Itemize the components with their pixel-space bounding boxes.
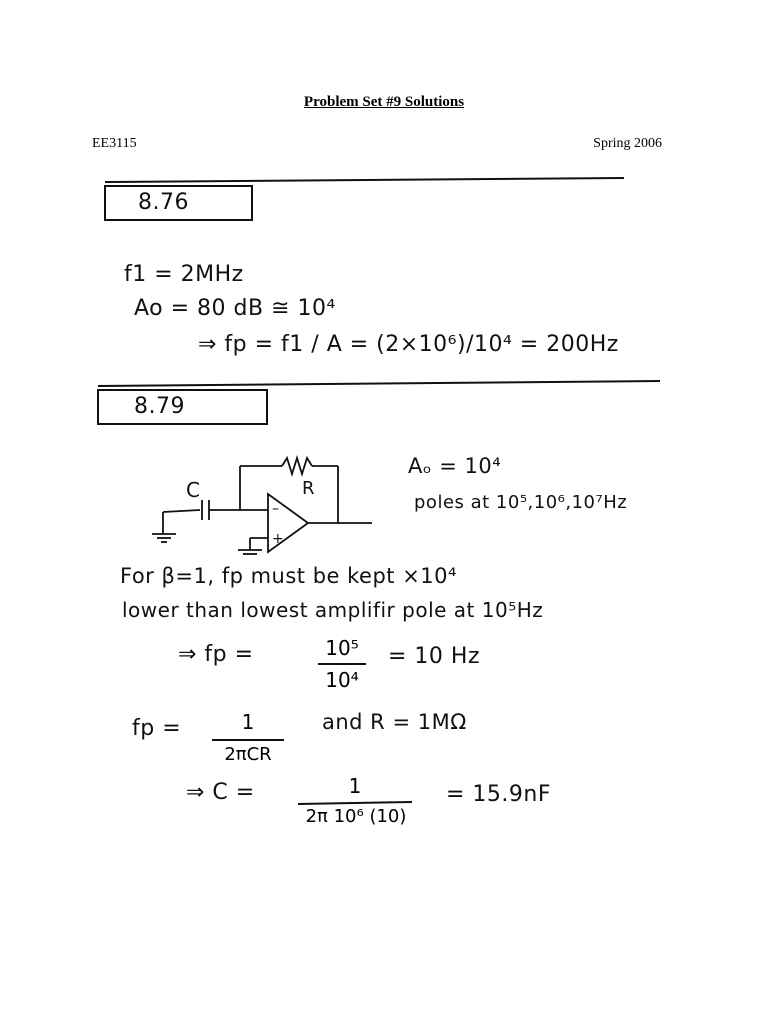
course-code: EE3115 — [92, 136, 137, 151]
fp-result: = 10 Hz — [388, 644, 481, 669]
term: Spring 2006 — [593, 136, 662, 151]
c-denominator: 2π 10⁶ (10) — [305, 806, 407, 827]
c-numerator: 1 — [348, 774, 362, 798]
fp-eq-left: ⇒ fp = — [178, 642, 254, 667]
problem2-rule — [98, 381, 660, 386]
opamp-plus-sign: + — [272, 531, 284, 547]
and-r-statement: and R = 1MΩ — [322, 710, 467, 734]
beta-text-line2: lower than lowest amplifir pole at 10⁵Hz — [122, 598, 544, 622]
c-result: = 15.9nF — [446, 782, 552, 807]
problem1-rule — [105, 178, 624, 182]
fp2-left: fp = — [132, 716, 182, 741]
fp2-denominator: 2πCR — [224, 744, 272, 765]
problem1-line2: Ao = 80 dB ≅ 10⁴ — [134, 296, 336, 321]
fp-denominator: 10⁴ — [325, 668, 359, 692]
opamp-minus-sign: – — [272, 501, 279, 517]
beta-text-line1: For β=1, fp must be kept ×10⁴ — [120, 564, 457, 588]
fp2-numerator: 1 — [241, 710, 255, 734]
problem2-number: 8.79 — [134, 394, 185, 419]
problem1-number: 8.76 — [138, 190, 189, 215]
c-left: ⇒ C = — [186, 780, 255, 805]
opamp-circuit — [152, 458, 372, 554]
problem1-line1: f1 = 2MHz — [124, 262, 244, 287]
gain-statement: Aₒ = 10⁴ — [408, 454, 502, 478]
capacitor-label: C — [186, 478, 201, 502]
poles-statement: poles at 10⁵,10⁶,10⁷Hz — [414, 492, 628, 513]
c-fraction-bar — [298, 802, 412, 804]
resistor-label: R — [302, 478, 316, 499]
fp-numerator: 10⁵ — [325, 636, 359, 660]
page-title: Problem Set #9 Solutions — [303, 94, 465, 110]
problem1-line3: ⇒ fp = f1 / A = (2×10⁶)/10⁴ = 200Hz — [198, 332, 619, 357]
